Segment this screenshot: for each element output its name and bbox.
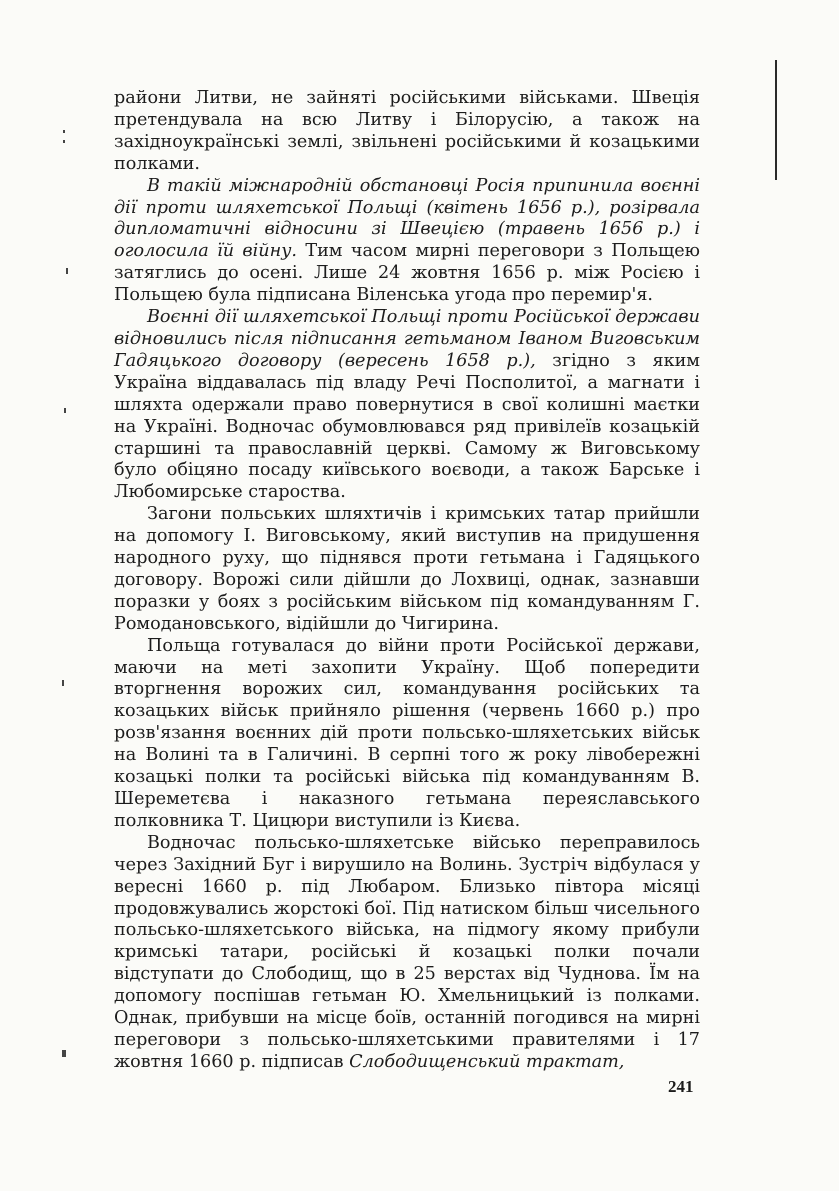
- margin-rule: [775, 60, 777, 180]
- body-text: [114, 88, 700, 1074]
- italic-text-segment: Слободищенський трактат,: [349, 1051, 625, 1072]
- italic-text-segment: В такій міжнародній обстановці Росія припинила воєнні дії проти шляхетської Польщі (квітень 1656 р.), розірвала дипломатичні відносини зі Швецією (травень 1656 р.) і оголосила їй війну.: [114, 175, 700, 262]
- text-segment: Водночас польсько-шляхетське військо переправилось через Західний Буг і вирушило на Волинь. Зустріч відбулася у вересні 1660 р. під Любаром. Близько півтора місяці продовжувались жорстокі бої. Під натиском більш чисельного польсько-шляхетського війська, на підмогу якому прибули кримські татари, російські й козацькі полки почали відступати до Слободищ, що в 25 верстах від Чуднова. Їм на допомогу поспішав гетьман Ю. Хмельницький із полками. Однак, прибувши на місце боїв, останній погодився на мирні переговори з польсько-шляхетськими правителями і 17 жовтня 1660 р. підписав: [114, 832, 700, 1072]
- paragraph: [114, 504, 700, 635]
- scan-speck: [62, 680, 64, 686]
- paragraph: [114, 176, 700, 307]
- text-segment: Загони польських шляхтичів і кримських татар прийшли на допомогу І. Виговському, який виступив на придушення народного руху, що піднявся проти гетьмана і Гадяцького договору. Ворожі сили дійшли до Лохвиці, однак, зазнавши поразки у боях з російським військом під командуванням Г. Ромодановського, відійшли до Чигирина.: [114, 504, 700, 634]
- scan-speck: [64, 408, 66, 413]
- text-segment: райони Литви, не зайняті російськими військами. Швеція претендувала на всю Литву і Білорусію, а також на західноукраїнські землі, звільнені російськими й козацькими полками.: [114, 88, 700, 174]
- paragraph: [114, 833, 700, 1074]
- scan-speck: [62, 1050, 66, 1057]
- italic-text-segment: Воєнні дії шляхетської Польщі проти Російської держави відновились після підписання гетьманом Іваном Виговським Гадяцького договору (вересень 1658 р.),: [114, 307, 700, 371]
- paragraph: [114, 307, 700, 504]
- scan-speck: [63, 140, 65, 143]
- scan-speck: [63, 130, 65, 133]
- text-segment: згідно з яким Україна віддавалась під владу Речі Посполитої, а магнати і шляхта одержали право повернутися в свої колишні маєтки на Україні. Водночас обумовлювався ряд привілеїв козацькій старшині та православній церкві. Самому ж Виговському було обіцяно посаду київського воєводи, а також Барське і Любомирське староства.: [114, 350, 700, 503]
- text-segment: Тим часом мирні переговори з Польщею затяглись до осені. Лише 24 жовтня 1656 р. між Росією і Польщею була підписана Віленська угода про перемир'я.: [114, 241, 700, 306]
- paragraph: [114, 88, 700, 176]
- page-number: 241: [668, 1077, 694, 1096]
- text-segment: Польща готувалася до війни проти Російської держави, маючи на меті захопити Україну. Щоб попередити вторгнення ворожих сил, командування російських та козацьких військ прийняло рішення (червень 1660 р.) про розв'язання воєнних дій проти польсько-шляхетських військ на Волині та в Галичині. В серпні того ж року лівобережні козацькі полки та російські війська під командуванням В. Шереметєва і наказного гетьмана переяславського полковника Т. Цицюри виступили із Києва.: [114, 635, 700, 831]
- scan-speck: [66, 268, 68, 274]
- paragraph: [114, 636, 700, 833]
